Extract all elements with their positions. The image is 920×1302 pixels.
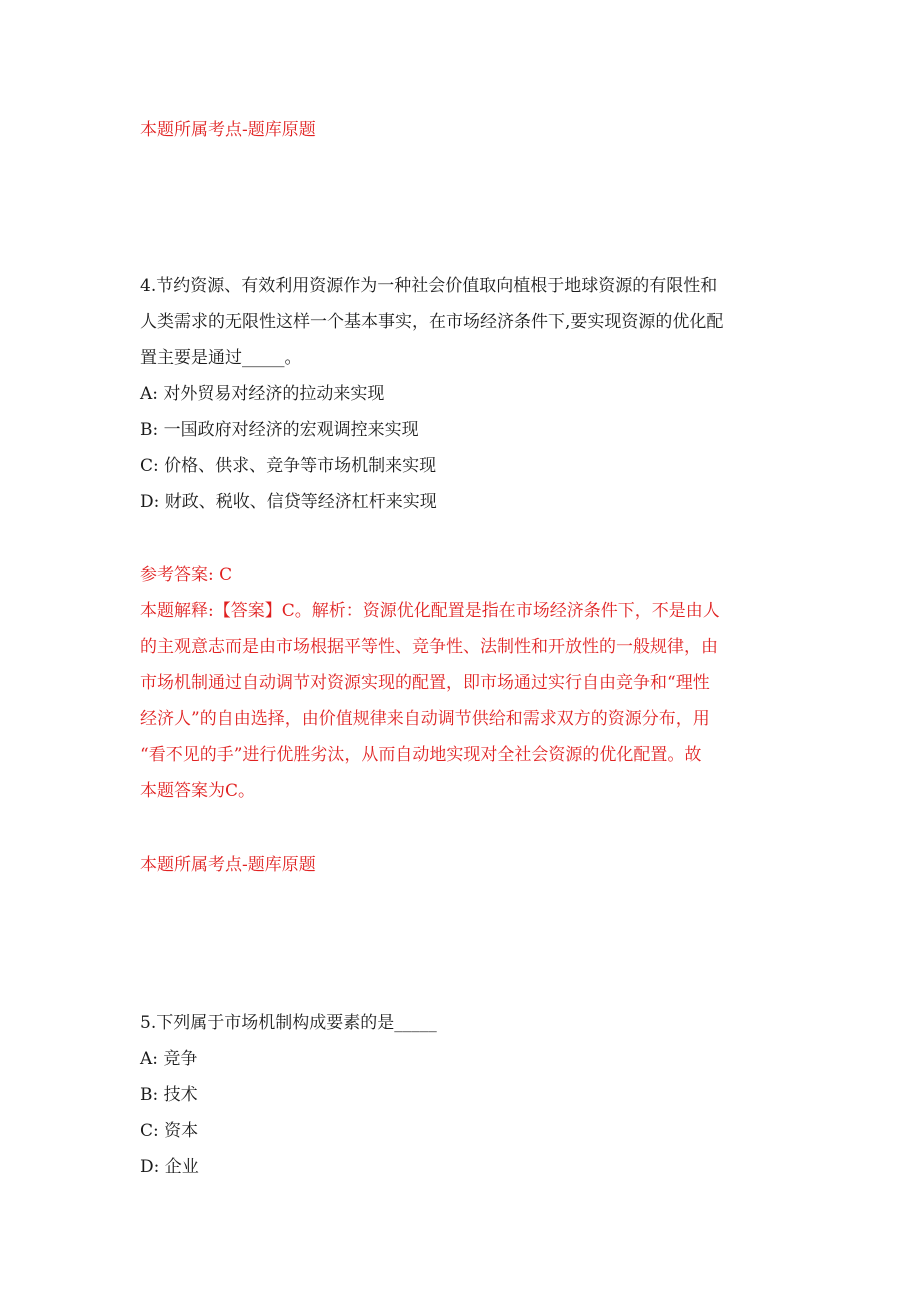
question-4-stem-line: 人类需求的无限性这样一个基本事实，在市场经济条件下,要实现资源的优化配 (140, 312, 724, 332)
topic-label-text: 本题所属考点-题库原题 (140, 855, 316, 875)
topic-label-top (140, 112, 780, 148)
explanation (140, 593, 780, 809)
reference-answer: 参考答案: C (140, 565, 233, 585)
topic-label-q4 (140, 847, 780, 883)
question-4-answer-block (140, 557, 780, 809)
explanation-line: 的主观意志而是由市场根据平等性、竞争性、法制性和开放性的一般规律，由 (140, 637, 718, 657)
question-4-option-a: A: 对外贸易对经济的拉动来实现 (140, 384, 385, 404)
explanation-line: 本题解释:【答案】C。解析：资源优化配置是指在市场经济条件下，不是由人 (140, 601, 720, 621)
question-4-stem (140, 268, 780, 376)
question-5-option-a: A: 竞争 (140, 1049, 198, 1069)
explanation-line: 本题答案为C。 (140, 781, 256, 801)
question-5-stem: 5.下列属于市场机制构成要素的是_____ (140, 1013, 437, 1033)
question-5-option-c: C: 资本 (140, 1121, 199, 1141)
question-5-options (140, 1041, 780, 1185)
question-4-option-c: C: 价格、供求、竞争等市场机制来实现 (140, 456, 437, 476)
question-5-option-b: B: 技术 (140, 1085, 198, 1105)
topic-label-text: 本题所属考点-题库原题 (140, 120, 316, 140)
question-5-option-d: D: 企业 (140, 1157, 199, 1177)
question-4-option-d: D: 财政、税收、信贷等经济杠杆来实现 (140, 492, 437, 512)
question-5 (140, 1005, 780, 1185)
question-4-options (140, 376, 780, 520)
question-4 (140, 268, 780, 520)
question-4-stem-line: 4.节约资源、有效利用资源作为一种社会价值取向植根于地球资源的有限性和 (140, 276, 718, 296)
explanation-line: “看不见的手”进行优胜劣汰，从而自动地实现对全社会资源的优化配置。故 (140, 745, 702, 765)
explanation-line: 经济人”的自由选择，由价值规律来自动调节供给和需求双方的资源分布，用 (140, 709, 710, 729)
question-4-stem-line: 置主要是通过_____。 (140, 348, 302, 368)
question-4-option-b: B: 一国政府对经济的宏观调控来实现 (140, 420, 419, 440)
explanation-line: 市场机制通过自动调节对资源实现的配置，即市场通过实行自由竞争和“理性 (140, 673, 710, 693)
